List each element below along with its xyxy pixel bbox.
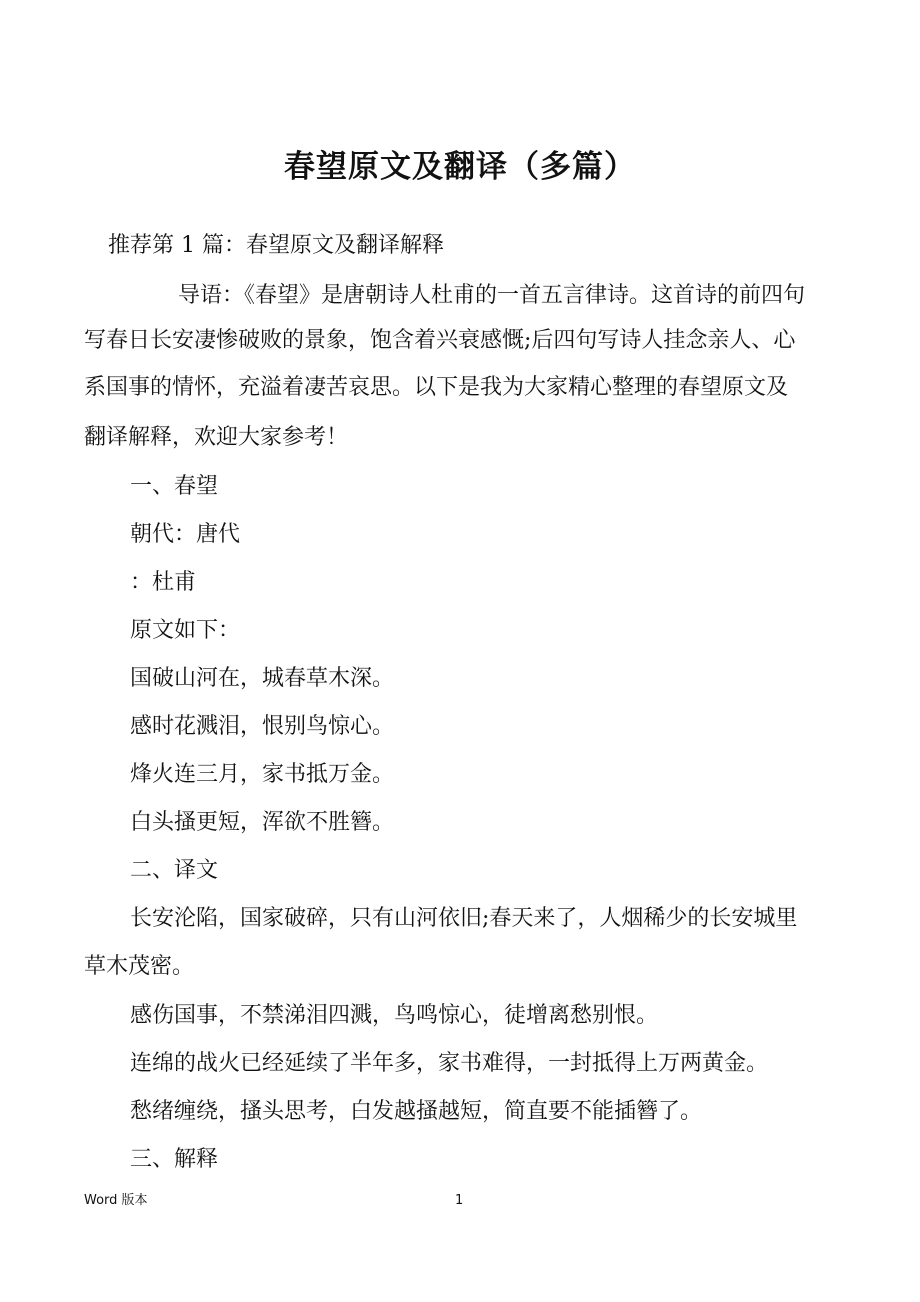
poem-line-1: 国破山河在，城春草木深。: [130, 666, 395, 691]
document-title: 春望原文及翻译（多篇）: [284, 149, 636, 185]
original-label: 原文如下：: [130, 618, 241, 643]
intro-line-2: 写春日长安凄惨破败的景象，饱含着兴衰感慨;后四句写诗人挂念亲人、心: [84, 328, 796, 353]
poem-line-3: 烽火连三月，家书抵万金。: [130, 762, 395, 787]
translation-line-2: 草木茂密。: [84, 954, 195, 979]
recommend-heading: 推荐第 1 篇：春望原文及翻译解释: [108, 233, 444, 258]
dynasty-line: 朝代：唐代: [130, 522, 241, 547]
intro-line-1: 导语：《春望》是唐朝诗人杜甫的一首五言律诗。这首诗的前四句: [178, 283, 806, 308]
section-heading-1: 一、春望: [130, 474, 219, 499]
intro-line-3: 系国事的情怀，充溢着凄苦哀思。以下是我为大家精心整理的春望原文及: [84, 375, 789, 400]
footer-version-label: Word 版本: [84, 1193, 148, 1208]
translation-line-5: 愁绪缠绕，搔头思考，白发越搔越短，简直要不能插簪了。: [130, 1099, 703, 1124]
footer-page-number: 1: [455, 1193, 464, 1208]
section-heading-2: 二、译文: [130, 858, 219, 883]
intro-line-4: 翻译解释，欢迎大家参考！: [84, 425, 349, 450]
translation-line-1: 长安沦陷，国家破碎，只有山河依旧;春天来了，人烟稀少的长安城里: [130, 906, 798, 931]
translation-line-3: 感伤国事，不禁涕泪四溅，鸟鸣惊心，徒增离愁别恨。: [130, 1003, 659, 1028]
poem-line-4: 白头搔更短，浑欲不胜簪。: [130, 810, 395, 835]
translation-line-4: 连绵的战火已经延续了半年多，家书难得，一封抵得上万两黄金。: [130, 1051, 769, 1076]
author-line: ：杜甫: [130, 570, 197, 595]
poem-line-2: 感时花溅泪，恨别鸟惊心。: [130, 714, 395, 739]
section-heading-3: 三、解释: [130, 1147, 219, 1172]
